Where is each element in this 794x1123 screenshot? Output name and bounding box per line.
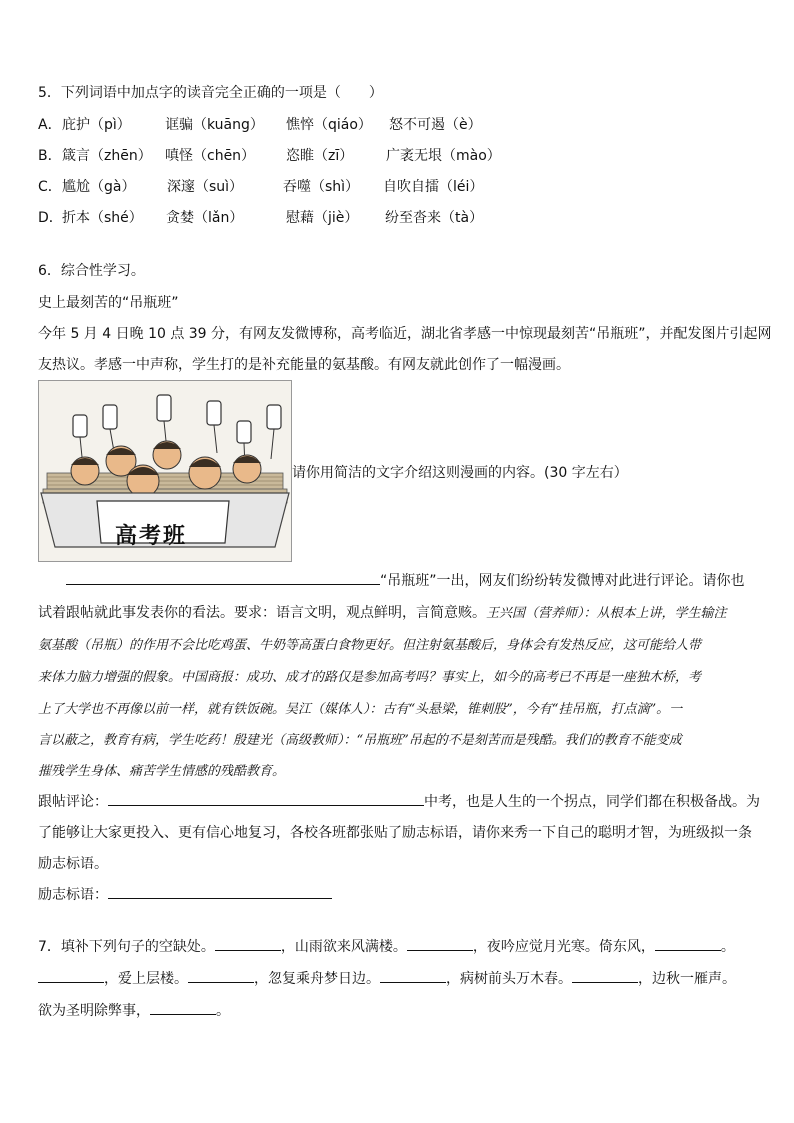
q6-quote: 来体力脑力增强的假象。中国商报：成功、成才的路仅是参加高考吗？事实上，如今的高考已不再是一座独木桥，考 (38, 670, 702, 685)
poem-blank[interactable] (380, 968, 446, 983)
option-item: 尴尬（gà） (62, 179, 136, 195)
q6-requirement: 试着跟帖就此事发表你的看法。要求：语言文明，观点鲜明，言简意赅。 (38, 605, 486, 621)
q7-line (38, 936, 735, 956)
option-item: 诓骗（kuāng） (165, 117, 264, 133)
q6-blank-row (66, 570, 745, 590)
q6-quote: 摧残学生身体、痛苦学生情感的残酷教育。 (38, 764, 286, 779)
q6-quote: 王兴国（营养师）：从根本上讲，学生输注 (486, 606, 727, 621)
poem-text: ，边秋一雁声。 (638, 971, 736, 987)
poem-text: ，山雨欲来风满楼。 (280, 939, 407, 955)
option-item: 自吹自擂（léi） (383, 179, 484, 195)
comment-blank[interactable] (108, 791, 424, 806)
poem-blank[interactable] (38, 968, 104, 983)
q6-quote: 言以蔽之，教育有病，学生吃药！殷建光（高级教师）：“吊瓶班”吊起的不是刻苦而是残酷。我们的教育不能变成 (38, 733, 682, 748)
q6-quote: 氨基酸（吊瓶）的作用不会比吃鸡蛋、牛奶等高蛋白食物更好。但注射氨基酸后，身体会有发热反应，这可能给人带 (38, 638, 702, 653)
poem-blank[interactable] (188, 968, 254, 983)
option-item: 箴言（zhēn） (62, 148, 152, 164)
poem-blank[interactable] (215, 936, 281, 951)
q6-intro: 今年 5 月 4 日晚 10 点 39 分，有网友发微博称，高考临近，湖北省孝感一中惊现最刻苦“吊瓶班”，并配发图片引起网 (38, 326, 772, 342)
poem-text: ，爱上层楼。 (104, 971, 188, 987)
option-item: 慰藉（jiè） (286, 210, 359, 226)
option-item: 憔悴（qiáo） (286, 117, 372, 133)
q6-motto-text: 了能够让大家更投入、更有信心地复习，各校各班都张贴了励志标语，请你来秀一下自己的聪明才智，为班级拟一条 (38, 825, 752, 841)
q6-paragraph-text: “吊瓶班”一出，网友们纷纷转发微博对此进行评论。请你也 (380, 573, 745, 589)
q7-title: 7．填补下列句子的空缺处。 (38, 939, 215, 955)
option-item: 吞噬（shì） (283, 179, 360, 195)
q7-line (38, 1000, 230, 1020)
poem-blank[interactable] (150, 1000, 216, 1015)
poem-text: 。 (720, 939, 735, 955)
q6-quote: 上了大学也不再像以前一样，就有铁饭碗。吴江（媒体人）：古有“头悬梁，锥刺股”，今有“挂吊瓶，打点滴”。一 (38, 702, 683, 717)
poem-text: 欲为圣明除弊事， (38, 1003, 150, 1019)
q6-title: 6．综合性学习。 (38, 263, 145, 279)
comment-tail: 中考，也是人生的一个拐点，同学们都在积极备战。为 (424, 794, 760, 810)
option-label: C． (38, 179, 62, 195)
option-item: 庇护（pì） (62, 117, 131, 133)
option-item: 深邃（suì） (167, 179, 244, 195)
option-label: A． (38, 117, 62, 133)
motto-row (38, 884, 332, 904)
q7-line (38, 968, 736, 988)
q6-subtitle: 史上最刻苦的“吊瓶班” (38, 295, 179, 311)
poem-text: ，夜吟应觉月光寒。倚东风， (472, 939, 655, 955)
poem-blank[interactable] (655, 936, 721, 951)
cartoon-image (38, 380, 292, 562)
poem-text: ，病树前头万木春。 (446, 971, 572, 987)
q6-intro: 友热议。孝感一中声称，学生打的是补充能量的氨基酸。有网友就此创作了一幅漫画。 (38, 357, 570, 373)
poem-text: 。 (216, 1003, 230, 1019)
q6-paragraph (38, 602, 727, 622)
motto-blank[interactable] (108, 884, 332, 899)
option-item: 贪婪（lǎn） (166, 210, 244, 226)
q5-title: 5．下列词语中加点字的读音完全正确的一项是（ ） (38, 85, 383, 101)
cartoon-sign-text: 高考班 (115, 524, 188, 549)
option-item: 折本（shé） (62, 210, 143, 226)
poem-blank[interactable] (572, 968, 638, 983)
cartoon-prompt: 请你用简洁的文字介绍这则漫画的内容。(30 字左右） (292, 465, 628, 481)
poem-text: ，忽复乘舟梦日边。 (254, 971, 380, 987)
option-label: D． (38, 210, 63, 226)
option-item: 广袤无垠（mào） (386, 148, 501, 164)
option-item: 嗔怪（chēn） (165, 148, 256, 164)
option-item: 纷至沓来（tà） (385, 210, 484, 226)
comment-row (38, 791, 760, 811)
answer-blank[interactable] (66, 570, 380, 585)
poem-blank[interactable] (407, 936, 473, 951)
option-label: B． (38, 148, 62, 164)
option-item: 恣睢（zī） (286, 148, 354, 164)
comment-label: 跟帖评论： (38, 794, 108, 810)
q6-motto-text: 励志标语。 (38, 856, 108, 872)
option-item: 怒不可遏（è） (389, 117, 482, 133)
motto-label: 励志标语： (38, 887, 108, 903)
